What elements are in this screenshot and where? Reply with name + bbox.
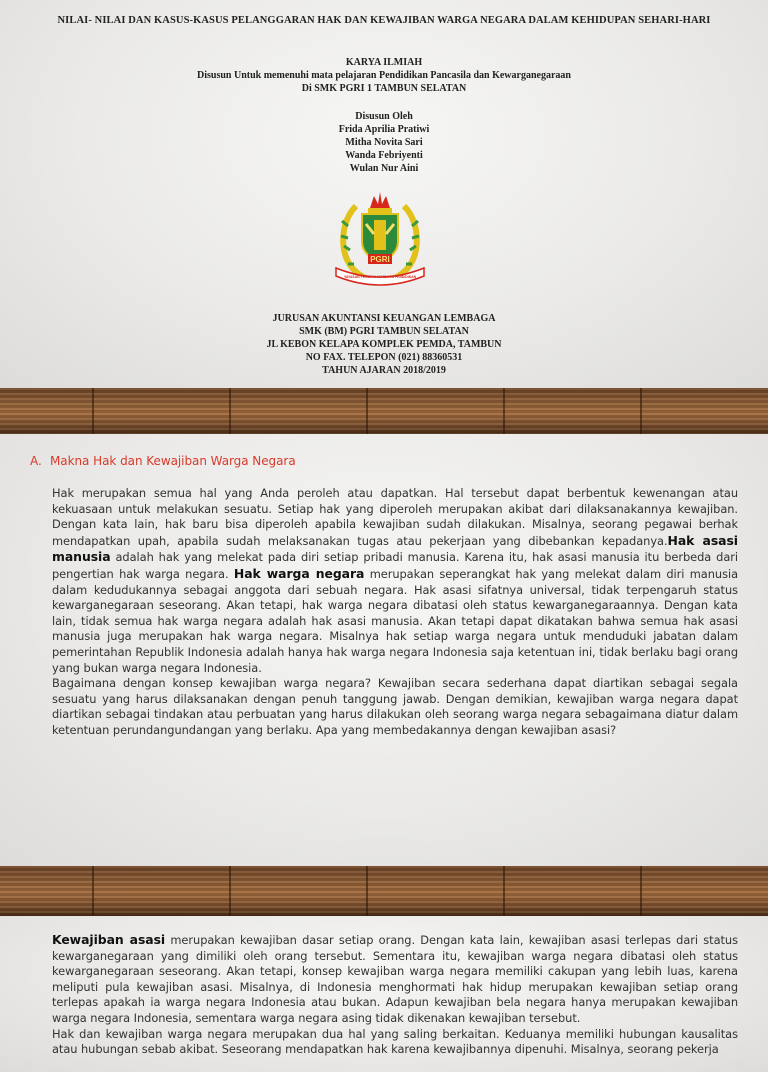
content-slide-1 — [0, 434, 768, 866]
paragraph-hak-kewajiban: Hak dan kewajiban warga negara merupakan dua hal yang saling berkaitan. Keduanya memiliki hubungan kausalitas atau hubungan sebab akibat. Seseorang mendapatkan hak karena kewajibannya dipenuhi. Misalnya, seorang pekerja — [52, 1026, 738, 1057]
authors-heading: Disusun Oleh — [355, 111, 413, 122]
section-marker: A. — [30, 454, 42, 468]
institution-line: SMK (BM) PGRI TAMBUN SELATAN — [299, 326, 469, 337]
author-name: Wanda Febriyenti — [345, 150, 423, 161]
pgri-logo — [330, 190, 430, 290]
purpose-line: Disusun Untuk memenuhi mata pelajaran Pendidikan Pancasila dan Kewarganegaraan — [197, 70, 571, 81]
school-line: Di SMK PGRI 1 TAMBUN SELATAN — [301, 83, 467, 94]
section-heading — [30, 454, 296, 470]
author-name: Mitha Novita Sari — [345, 137, 423, 148]
term-kewajiban-asasi: Kewajiban asasi — [52, 932, 166, 947]
content-slide-2 — [0, 916, 768, 1072]
academic-year-line: TAHUN AJARAN 2018/2019 — [322, 365, 446, 376]
paragraph-kewajiban: Bagaimana dengan konsep kewajiban warga negara? Kewajiban secara sederhana dapat diartikan sebagai segala sesuatu yang harus dilaksanakan dengan penuh tanggung jawab. Dengan demikian, kewajiban warga negara dapat diartikan sebagai tindakan atau perbuatan yang harus dilakukan oleh seorang warga negara sebagaimana diatur dalam ketentuan perundangundangan yang berlaku. Apa yang membedakannya dengan kewajiban asasi? — [52, 676, 738, 737]
paragraph-kewajiban-asasi — [52, 932, 738, 1027]
address-line: JL KEBON KELAPA KOMPLEK PEMDA, TAMBUN — [266, 339, 502, 350]
term-hak-warga-negara: Hak warga negara — [233, 565, 365, 581]
department-line: JURUSAN AKUNTANSI KEUANGAN LEMBAGA — [272, 313, 496, 324]
document-title: NILAI- NILAI DAN KASUS-KASUS PELANGGARAN HAK DAN KEWAJIBAN WARGA NEGARA DALAM KEHIDUPAN SEHARI-HARI — [57, 15, 711, 26]
paragraph-text: merupakan seperangkat hak yang melekat dalam diri manusia dalam kedudukannya sebagai anggota dari sebuah negara. Hak asasi sifatnya universal, tidak terpengaruh status kewarganegaraan seseorang. Akan tetapi, hak warga negara dibatasi oleh status kewarganegaraannya. Dengan kata lain, tidak semua hak warga negara adalah hak asasi manusia. Akan tetapi dapat dikatakan bahwa semua hak asasi manusia juga merupakan hak warga negara. Misalnya hak setiap warga negara untuk menduduki jabatan dalam pemerintahan Republik Indonesia adalah hanya hak warga negara Indonesia saja ketentuan ini, tidak berlaku bagi orang yang bukan warga negara Indonesia. — [52, 566, 738, 675]
phone-line: NO FAX. TELEPON (021) 88360531 — [305, 352, 463, 363]
section-body — [52, 486, 738, 739]
paragraph-text: Hak merupakan semua hal yang Anda peroleh atau dapatkan. Hal tersebut dapat berbentuk kewenangan atau kekuasaan untuk melakukan sesuatu. Setiap hak yang diperoleh merupakan akibat dari dilaksanakannya kewajiban. Dengan kata lain, hak baru bisa diperoleh apabila kewajiban sudah dilakukan. Misalnya, seorang pegawai berhak mendapatkan upah, apabila sudah melaksanakan tugas atau pekerjaan yang dibebankan kepadanya. — [52, 486, 738, 548]
wood-floor-divider — [0, 388, 768, 434]
section-title: Makna Hak dan Kewajiban Warga Negara — [50, 454, 296, 468]
logo-text: PGRI — [370, 255, 390, 264]
author-name: Wulan Nur Aini — [349, 163, 419, 174]
karya-block — [0, 56, 768, 95]
paragraph-text: adalah hak yang melekat pada diri setiap pribadi manusia. Karena itu, hak asasi manusia itu berbeda dari pengertian hak warga negara. — [52, 550, 738, 581]
wood-floor-divider — [0, 866, 768, 916]
term-hak-asasi-manusia: Hak asasi manusia — [52, 532, 738, 565]
authors-block — [0, 110, 768, 175]
karya-label: KARYA ILMIAH — [345, 57, 423, 68]
paragraph-text: merupakan kewajiban dasar setiap orang. Dengan kata lain, kewajiban asasi terlepas dari status kewarganegaraan yang dimiliki oleh orang tersebut. Sementara itu, kewajiban warga negara dibatasi oleh status kewarganegaraan seseorang. Akan tetapi, konsep kewajiban warga negara memiliki cakupan yang lebih luas, karena meliputi pula kewajiban asasi. Misalnya, di Indonesia menghormati hak hidup merupakan kewajiban setiap orang terlepas apakah ia warga negara Indonesia atau bukan. Adapun kewajiban bela negara hanya merupakan kewajiban warga negara Indonesia, sementara warga negara asing tidak dikenakan kewajiban tersebut. — [52, 933, 738, 1025]
logo-ribbon-text: YAYASAN PEMBINA LEMBAGA PENDIDIKAN — [343, 275, 417, 279]
section-body-2 — [52, 932, 738, 1058]
institution-block — [0, 312, 768, 377]
author-name: Frida Aprilia Pratiwi — [338, 124, 430, 135]
cover-slide — [0, 0, 768, 388]
paragraph-hak — [52, 486, 738, 676]
